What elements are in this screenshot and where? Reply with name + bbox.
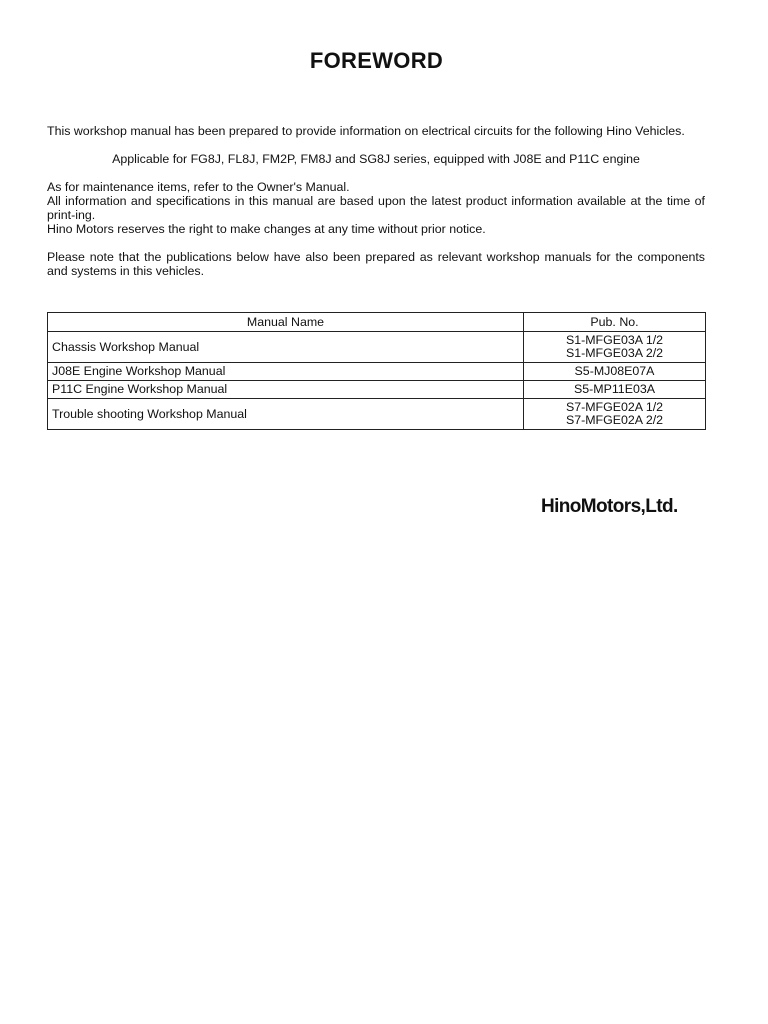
pub-no-cell bbox=[524, 381, 706, 399]
manual-name-cell: Chassis Workshop Manual bbox=[48, 332, 524, 363]
table-row bbox=[48, 363, 706, 381]
rights-line: Hino Motors reserves the right to make changes at any time without prior notice. bbox=[47, 222, 486, 236]
maintenance-line: As for maintenance items, refer to the Owner's Manual. bbox=[47, 180, 350, 194]
note-paragraph: Please note that the publications below have also been prepared as relevant workshop manuals for the components and systems in this vehicles. bbox=[47, 250, 705, 278]
pub-no-cell bbox=[524, 399, 706, 430]
pub-no-cell bbox=[524, 332, 706, 363]
header-pub-no: Pub. No. bbox=[524, 313, 706, 332]
pub-no-line: S5-MP11E03A bbox=[573, 382, 656, 396]
pub-no-line: S7-MFGE02A 2/2 bbox=[565, 413, 664, 427]
page-title: FOREWORD bbox=[309, 48, 444, 73]
table-row bbox=[48, 332, 706, 363]
applicable-paragraph: Applicable for FG8J, FL8J, FM2P, FM8J and SG8J series, equipped with J08E and P11C engine bbox=[112, 152, 640, 166]
manuals-table bbox=[47, 312, 706, 430]
table-row bbox=[48, 381, 706, 399]
info-line: All information and specifications in this manual are based upon the latest product information available at the time of print-ing. bbox=[47, 194, 705, 222]
intro-paragraph: This workshop manual has been prepared to provide information on electrical circuits for the following Hino Vehicles. bbox=[47, 124, 685, 138]
pub-no-cell bbox=[524, 363, 706, 381]
manual-name-cell: P11C Engine Workshop Manual bbox=[48, 381, 524, 399]
pub-no-line: S1-MFGE03A 1/2 bbox=[565, 333, 664, 347]
table-header-row bbox=[48, 313, 706, 332]
manual-name-cell: J08E Engine Workshop Manual bbox=[48, 363, 524, 381]
header-manual-name: Manual Name bbox=[48, 313, 524, 332]
maintenance-block bbox=[47, 180, 705, 236]
manual-name-cell: Trouble shooting Workshop Manual bbox=[48, 399, 524, 430]
pub-no-line: S5-MJ08E07A bbox=[574, 364, 655, 378]
pub-no-line: S1-MFGE03A 2/2 bbox=[565, 346, 664, 360]
pub-no-line: S7-MFGE02A 1/2 bbox=[565, 400, 664, 414]
hino-motors-logo: HinoMotors,Ltd. bbox=[541, 496, 678, 517]
table-row bbox=[48, 399, 706, 430]
